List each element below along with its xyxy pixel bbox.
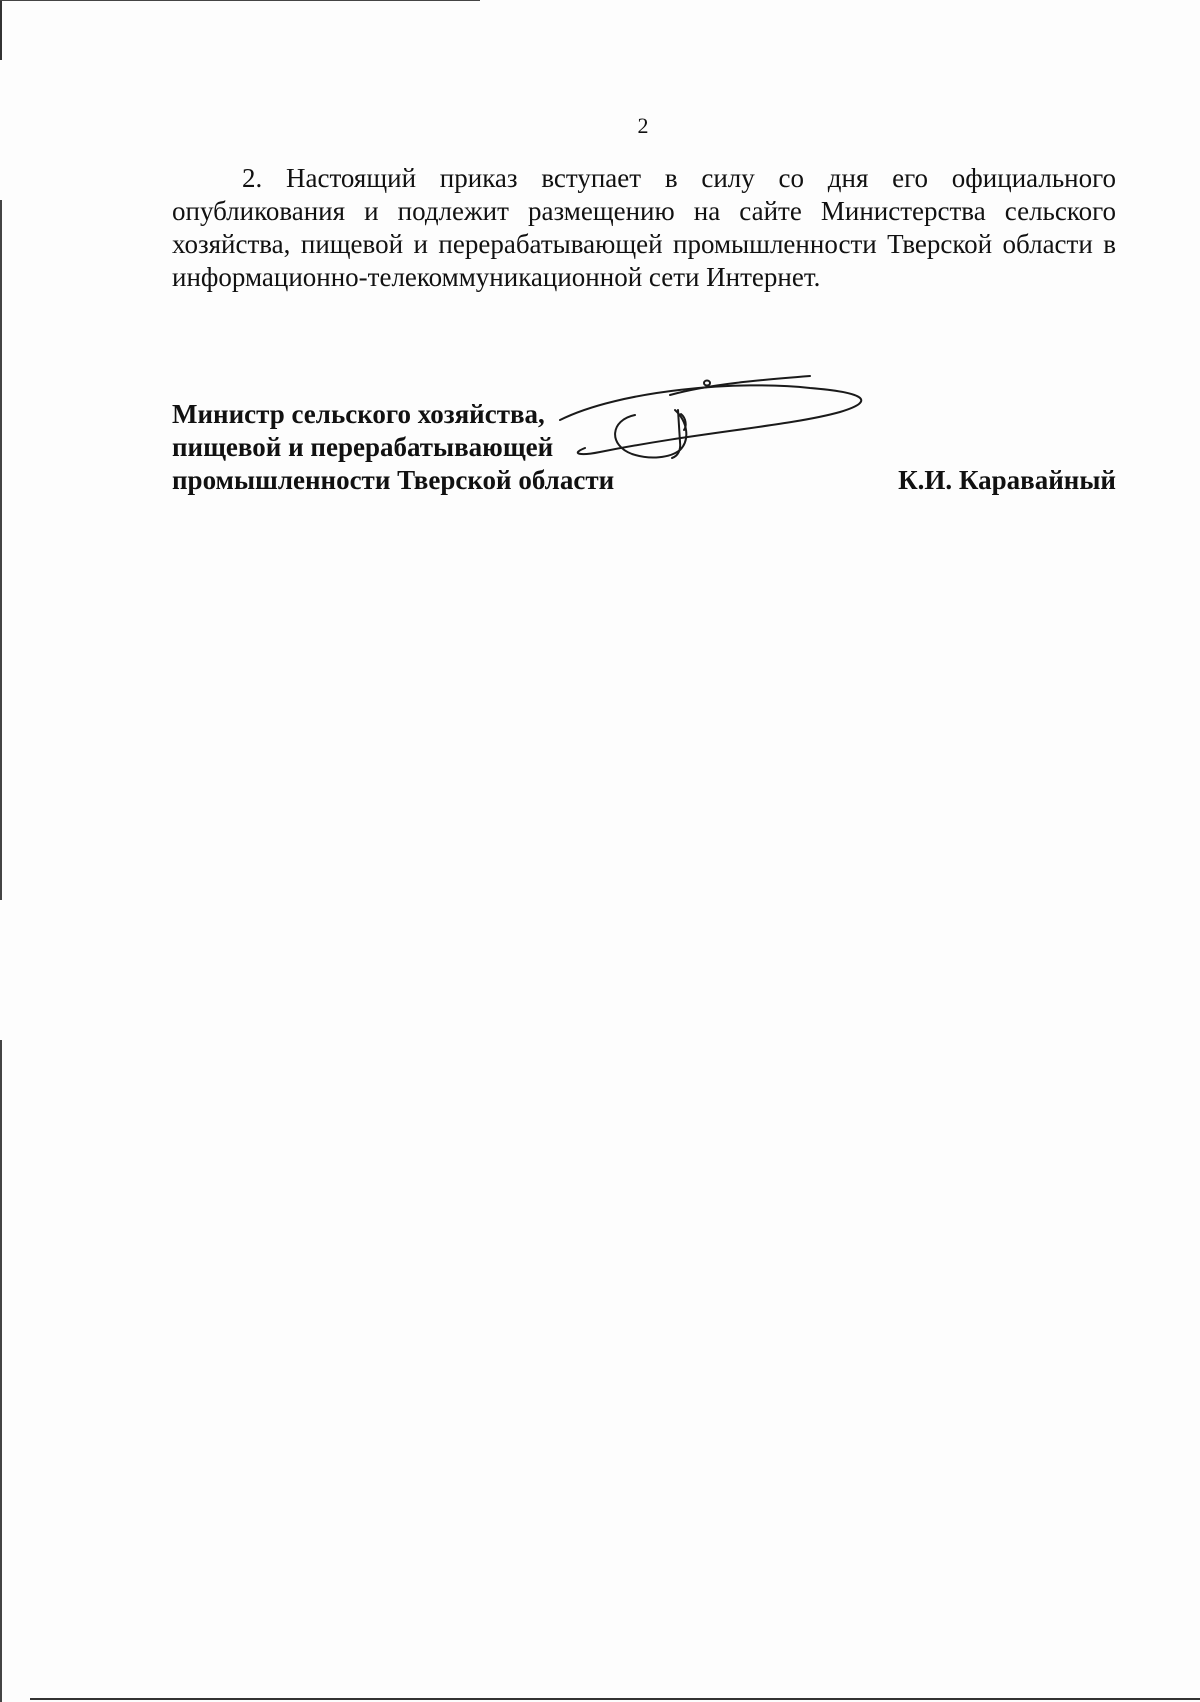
scan-edge-top xyxy=(0,0,480,1)
signatory-title-line-2: пищевой и перерабатывающей xyxy=(172,432,554,462)
signatory-name: К.И. Каравайный xyxy=(898,465,1116,495)
scan-edge-bottom xyxy=(30,1698,1200,1700)
scan-edge-left xyxy=(0,0,2,1702)
handwritten-signature xyxy=(540,370,910,480)
signatory-title-line-3: промышленности Тверской области xyxy=(172,465,615,495)
page-number: 2 xyxy=(637,113,649,138)
signatory-title-line-1: Министр сельского хозяйства, xyxy=(172,399,545,429)
order-paragraph: 2. Настоящий приказ вступает в силу со дня его официального опубликования и подлежит размещению на сайте Министерства сельского хозяйства, пищевой и перерабатывающей промышленности Тверской области в информационно-телекоммуникационной сети Интернет. xyxy=(172,163,1116,292)
